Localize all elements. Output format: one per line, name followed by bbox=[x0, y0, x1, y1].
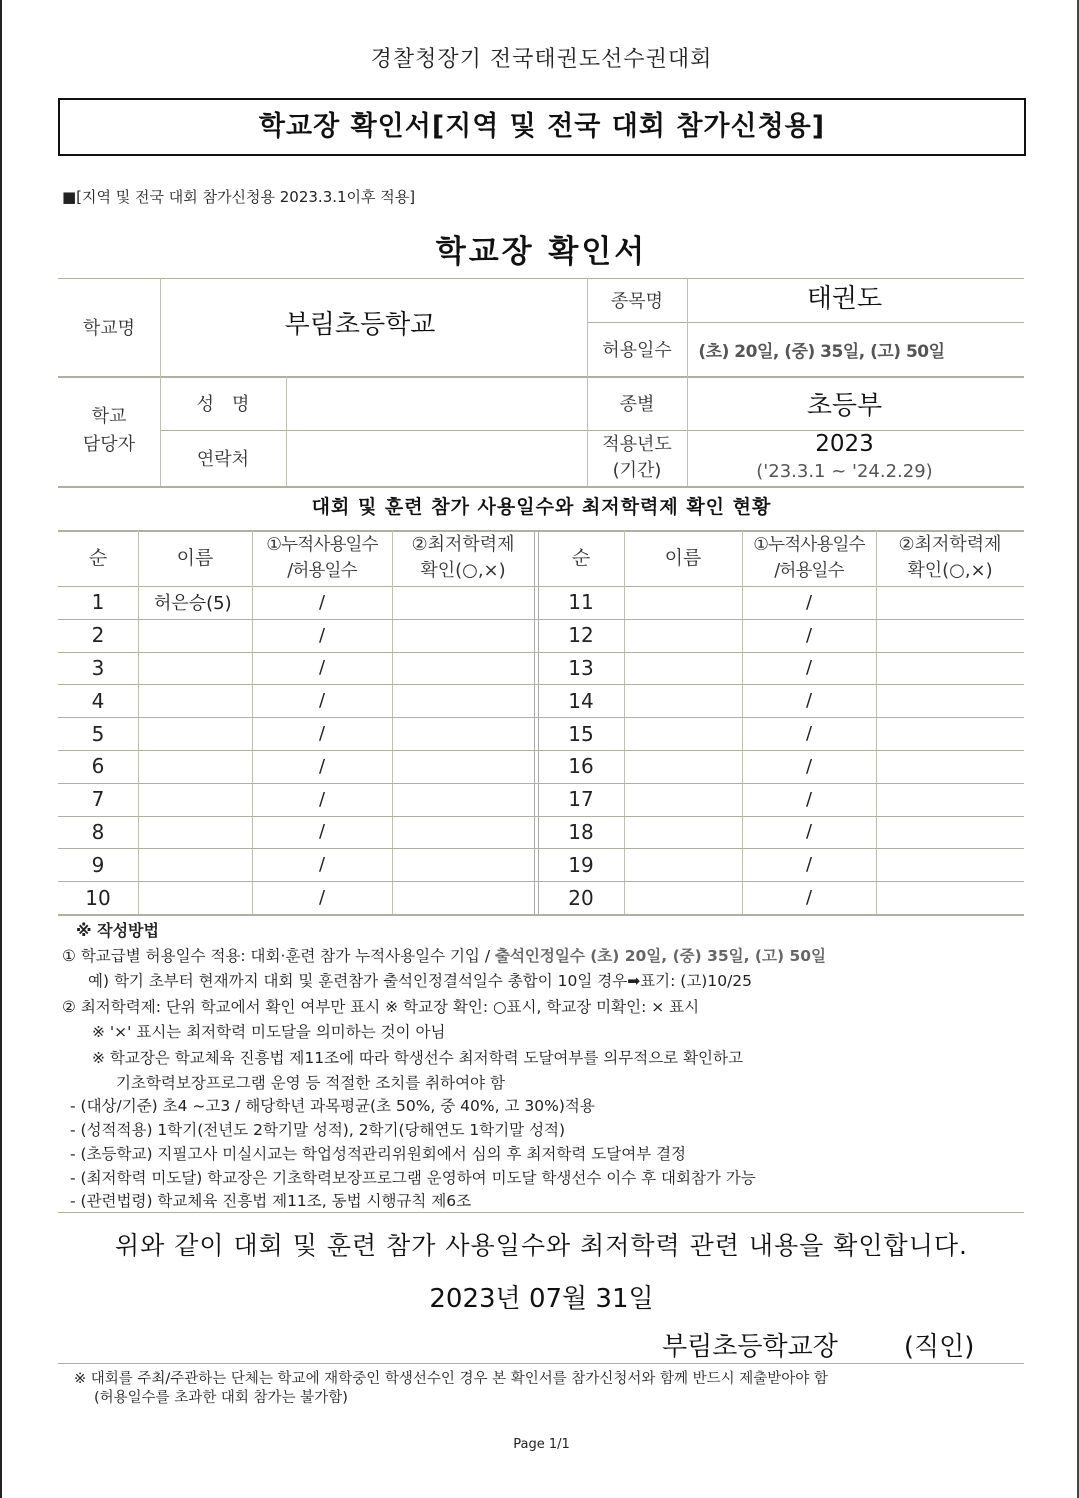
school-name-label: 학교명 bbox=[82, 318, 136, 339]
sport-label: 종목명 bbox=[610, 291, 664, 312]
instruction-2: ② 최저학력제: 단위 학교에서 확인 여부만 표시 ※ 학교장 확인: ○표시, 학교장 미확인: × 표시 bbox=[62, 998, 700, 1016]
signature-line bbox=[662, 1326, 974, 1363]
cell-no: 3 bbox=[91, 655, 105, 680]
cell-no: 8 bbox=[91, 819, 105, 844]
col-days-left: ①누적사용일수 /허용일수 bbox=[266, 535, 378, 581]
instruction-1-example: 예) 학기 초부터 현재까지 대회 및 훈련참가 출석인정결석일수 총합이 10일 경우➡표기: (고)10/25 bbox=[88, 972, 753, 990]
school-name-value: 부림초등학교 bbox=[284, 309, 436, 340]
cell-days: / bbox=[805, 821, 813, 843]
division-value: 초등부 bbox=[806, 390, 883, 421]
cell-min[interactable] bbox=[392, 783, 534, 816]
cell-days: / bbox=[805, 887, 813, 909]
instructions-heading: ※ 작성방법 bbox=[76, 921, 159, 940]
cell-no: 4 bbox=[91, 688, 105, 713]
cell-days: / bbox=[318, 657, 326, 679]
page-title: 학교장 확인서 bbox=[435, 234, 648, 270]
cell-name[interactable] bbox=[624, 783, 742, 816]
cell-min[interactable] bbox=[876, 619, 1024, 652]
allowed-days-value: (초) 20일, (중) 35일, (고) 50일 bbox=[698, 341, 945, 362]
sport-value: 태권도 bbox=[806, 283, 883, 314]
cell-days: / bbox=[805, 854, 813, 876]
cell-name[interactable] bbox=[624, 750, 742, 783]
cell-no: 14 bbox=[568, 688, 594, 713]
cell-days: / bbox=[318, 755, 326, 777]
cell-no: 1 bbox=[91, 590, 105, 615]
cell-name[interactable] bbox=[138, 881, 252, 914]
manager-contact-field[interactable] bbox=[286, 430, 587, 486]
cell-name[interactable] bbox=[138, 619, 252, 652]
form-title-box: 학교장 확인서[지역 및 전국 대회 참가신청용] bbox=[58, 98, 1026, 156]
instruction-4a: ※ 학교장은 학교체육 진흥법 제11조에 따라 학생선수 최저학력 도달여부를 의무적으로 확인하고 bbox=[92, 1049, 743, 1067]
cell-min[interactable] bbox=[392, 684, 534, 717]
cell-days: / bbox=[318, 887, 326, 909]
col-min-right: ②최저학력제 확인(○,×) bbox=[898, 534, 1002, 581]
cell-days: / bbox=[805, 591, 813, 613]
cell-no: 6 bbox=[91, 754, 105, 779]
cell-no: 20 bbox=[568, 885, 594, 910]
cell-no: 11 bbox=[568, 590, 594, 615]
cell-min[interactable] bbox=[392, 750, 534, 783]
cell-days: / bbox=[318, 788, 326, 810]
cell-min[interactable] bbox=[392, 881, 534, 914]
cell-days: / bbox=[805, 788, 813, 810]
cell-days: / bbox=[318, 821, 326, 843]
cell-name[interactable] bbox=[624, 652, 742, 685]
cell-min[interactable] bbox=[876, 717, 1024, 750]
detail-3: - (초등학교) 지필고사 미실시교는 학업성적관리위원회에서 심의 후 최저학력 도달여부 결정 bbox=[70, 1145, 687, 1163]
footnote-line-2: (허용일수를 초과한 대회 참가는 불가함) bbox=[94, 1390, 348, 1406]
cell-name[interactable] bbox=[624, 848, 742, 881]
cell-min[interactable] bbox=[392, 619, 534, 652]
cell-name[interactable] bbox=[624, 717, 742, 750]
col-no-left: 순 bbox=[88, 547, 108, 569]
cell-min[interactable] bbox=[876, 750, 1024, 783]
cell-min[interactable] bbox=[876, 783, 1024, 816]
cell-name[interactable] bbox=[138, 783, 252, 816]
cell-min[interactable] bbox=[876, 586, 1024, 619]
instruction-1 bbox=[62, 944, 826, 966]
cell-min[interactable] bbox=[392, 816, 534, 849]
manager-contact-label: 연락처 bbox=[196, 449, 250, 470]
cell-no: 5 bbox=[91, 721, 105, 746]
cell-min[interactable] bbox=[392, 717, 534, 750]
col-min-left: ②최저학력제 확인(○,×) bbox=[411, 534, 515, 581]
cell-days: / bbox=[805, 657, 813, 679]
cell-days: / bbox=[805, 755, 813, 777]
allowed-days-label: 허용일수 bbox=[602, 340, 672, 361]
cell-days: / bbox=[318, 591, 326, 613]
cell-name[interactable] bbox=[138, 684, 252, 717]
cell-days: / bbox=[805, 690, 813, 712]
col-days-right: ①누적사용일수 /허용일수 bbox=[753, 535, 865, 581]
detail-2: - (성적적용) 1학기(전년도 2학기말 성적), 2학기(당해연도 1학기말 성적) bbox=[70, 1121, 566, 1139]
cell-name[interactable] bbox=[138, 717, 252, 750]
cell-name[interactable] bbox=[624, 816, 742, 849]
cell-no: 7 bbox=[91, 787, 105, 812]
cell-no: 19 bbox=[568, 852, 594, 877]
cell-name[interactable] bbox=[624, 619, 742, 652]
footnote-line-1: ※ 대회를 주최/주관하는 단체는 학교에 재학중인 학생선수인 경우 본 확인서를 참가신청서와 함께 반드시 제출받아야 함 bbox=[74, 1371, 828, 1387]
page-number: Page 1/1 bbox=[513, 1437, 570, 1452]
signer-name: 부림초등학교장 bbox=[662, 1332, 838, 1362]
manager-label: 학교 담당자 bbox=[82, 406, 136, 455]
cell-no: 2 bbox=[91, 623, 105, 648]
col-no-right: 순 bbox=[571, 547, 591, 569]
cell-min[interactable] bbox=[876, 848, 1024, 881]
cell-days: / bbox=[805, 624, 813, 646]
cell-days: / bbox=[318, 854, 326, 876]
cell-days: / bbox=[318, 690, 326, 712]
manager-name-field[interactable] bbox=[286, 376, 587, 430]
cell-no: 9 bbox=[91, 852, 105, 877]
cell-no: 16 bbox=[568, 754, 594, 779]
instruction-1-text: ① 학교급별 허용일수 적용: 대회·훈련 참가 누적사용일수 기입 / bbox=[62, 947, 495, 965]
cell-name[interactable] bbox=[138, 816, 252, 849]
cell-no: 10 bbox=[85, 885, 111, 910]
cell-min[interactable] bbox=[876, 652, 1024, 685]
detail-1: - (대상/기준) 초4 ~고3 / 해당학년 과목평균(초 50%, 중 40%, 고 30%)적용 bbox=[70, 1097, 595, 1115]
official-seal: (직인) bbox=[903, 1332, 975, 1362]
confirmation-date: 2023년 07월 31일 bbox=[429, 1284, 654, 1314]
cell-min[interactable] bbox=[392, 586, 534, 619]
instruction-3: ※ '×' 표시는 최저학력 미도달을 의미하는 것이 아님 bbox=[92, 1023, 446, 1041]
cell-name[interactable] bbox=[624, 586, 742, 619]
instruction-4b: 기초학력보장프로그램 운영 등 적절한 조치를 취하여야 함 bbox=[116, 1074, 505, 1092]
cell-days: / bbox=[318, 723, 326, 745]
cell-no: 12 bbox=[568, 623, 594, 648]
apply-note: ■[지역 및 전국 대회 참가신청용 2023.3.1이후 적용] bbox=[62, 188, 416, 206]
cell-days: / bbox=[805, 723, 813, 745]
cell-min[interactable] bbox=[876, 684, 1024, 717]
detail-4: - (최저학력 미도달) 학교장은 기초학력보장프로그램 운영하여 미도달 학생선수 이수 후 대회참가 가능 bbox=[70, 1169, 756, 1187]
cell-min[interactable] bbox=[392, 848, 534, 881]
detail-5: - (관련법령) 학교체육 진흥법 제11조, 동법 시행규칙 제6조 bbox=[70, 1192, 472, 1210]
col-name-left: 이름 bbox=[176, 547, 214, 569]
manager-name-label: 성 명 bbox=[196, 394, 250, 415]
period-value: ('23.3.1 ~ '24.2.29) bbox=[756, 460, 933, 482]
footnote bbox=[74, 1370, 828, 1408]
confirmation-statement: 위와 같이 대회 및 훈련 참가 사용일수와 최저학력 관련 내용을 확인합니다. bbox=[115, 1231, 968, 1260]
cell-no: 17 bbox=[568, 787, 594, 812]
cell-name[interactable] bbox=[624, 881, 742, 914]
cell-no: 18 bbox=[568, 819, 594, 844]
instruction-1-highlight: 출석인정일수 (초) 20일, (중) 35일, (고) 50일 bbox=[494, 947, 827, 965]
cell-days: / bbox=[318, 624, 326, 646]
col-name-right: 이름 bbox=[664, 547, 702, 569]
cell-min[interactable] bbox=[876, 881, 1024, 914]
cell-name[interactable]: 허은승(5) bbox=[154, 593, 232, 615]
cell-no: 15 bbox=[568, 721, 594, 746]
cell-name[interactable] bbox=[138, 848, 252, 881]
cell-min[interactable] bbox=[392, 652, 534, 685]
year-value: 2023 bbox=[815, 431, 874, 457]
cell-name[interactable] bbox=[624, 684, 742, 717]
year-label: 적용년도 (기간) bbox=[602, 434, 672, 481]
cell-name[interactable] bbox=[138, 652, 252, 685]
division-label: 종별 bbox=[619, 394, 655, 415]
cell-name[interactable] bbox=[138, 750, 252, 783]
event-title: 경찰청장기 전국태권도선수권대회 bbox=[370, 47, 713, 72]
cell-min[interactable] bbox=[876, 816, 1024, 849]
cell-no: 13 bbox=[568, 655, 594, 680]
table-title: 대회 및 훈련 참가 사용일수와 최저학력제 확인 현황 bbox=[311, 496, 772, 518]
